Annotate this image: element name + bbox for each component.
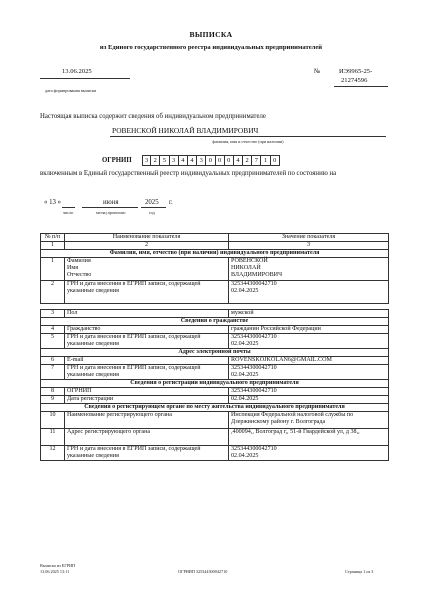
section-row (41, 250, 389, 258)
number-sign: № (314, 68, 321, 75)
table-header-cell: № п/п (41, 234, 65, 242)
row-name: Дата регистрации (65, 396, 229, 404)
row-name: ГРН и дата внесения в ЕГРИП записи, содержащей указанные сведения (65, 334, 229, 349)
ogrnip-digit: 3 (197, 155, 206, 166)
row-name: ГРН и дата внесения в ЕГРИП записи, содержащей указанные сведения (65, 281, 229, 304)
ogrnip-label: ОГРНИП (102, 157, 132, 164)
section-citizenship-heading: Сведения о гражданстве (41, 318, 389, 326)
row-name: ГРН и дата внесения в ЕГРИП записи, содержащей указанные сведения (65, 446, 229, 461)
formation-date-underline (40, 78, 130, 79)
section-row (41, 349, 389, 357)
footer-ogrnip: ОГРНИП 325344300042710 (178, 569, 228, 574)
colnum-cell: 3 (229, 242, 389, 250)
row-number: 5 (41, 334, 65, 349)
row-name: Адрес регистрирующего органа (65, 429, 229, 446)
footer-left-title: Выписка из ЕГРИП (40, 563, 76, 568)
section-row (41, 380, 389, 388)
extract-number-underline (334, 86, 388, 87)
formation-date: 13.06.2025 (62, 68, 92, 75)
ogrnip-digit: 4 (179, 155, 188, 166)
date-year-underline (141, 207, 166, 208)
ogrnip-digit: 3 (170, 155, 179, 166)
row-value: ROVENSKOJKOLAN6@GMAIL.COM (229, 357, 389, 365)
date-year: 2025 (145, 199, 159, 206)
row-value: 325344300042710 02.04.2025 (229, 281, 389, 304)
included-text: включенным в Единый государственный реестр индивидуальных предпринимателей по состоянию на (40, 170, 337, 177)
row-number: 6 (41, 357, 65, 365)
table-row (41, 281, 389, 304)
row-name: Пол (65, 310, 229, 318)
colnum-cell: 1 (41, 242, 65, 250)
row-name: Фамилия Имя Отчество (65, 258, 229, 281)
row-number: 1 (41, 258, 65, 281)
row-value: РОВЕНСКОЙ НИКОЛАЙ ВЛАДИМИРОВИЧ (229, 258, 389, 281)
section-organ-heading: Сведения о регистрирующем органе по месту жительства индивидуального предпринимателя (41, 404, 389, 412)
date-year-suffix: г. (169, 199, 173, 206)
ogrnip-digit: 0 (225, 155, 234, 166)
row-number: 3 (41, 310, 65, 318)
section-registration-heading: Сведения о регистрации индивидуального предпринимателя (41, 380, 389, 388)
ogrnip-digit: 0 (216, 155, 225, 166)
table-row (41, 388, 389, 396)
ogrnip-digit: 0 (206, 155, 215, 166)
row-number: 12 (41, 446, 65, 461)
ogrnip-digit: 4 (234, 155, 243, 166)
table-header-cell: Значение показателя (229, 234, 389, 242)
table-row (41, 365, 389, 380)
document-title: ВЫПИСКА (189, 30, 233, 39)
table-row (41, 412, 389, 429)
row-number: 10 (41, 412, 65, 429)
footer-left-datetime: 13.06.2025 13:11 (40, 569, 70, 574)
ogrnip-digit: 2 (243, 155, 252, 166)
table-header-row (41, 234, 389, 242)
row-value: 325344300042710 02.04.2025 (229, 334, 389, 349)
row-number: 8 (41, 388, 65, 396)
row-number: 7 (41, 365, 65, 380)
table-header-cell: Наименование показателя (65, 234, 229, 242)
caption-year: год (149, 210, 155, 215)
ogrnip-digit: 3 (142, 155, 151, 166)
ogrnip-digit: 0 (271, 155, 280, 166)
row-number: 9 (41, 396, 65, 404)
section-row (41, 404, 389, 412)
formation-date-caption: дата формирования выписки (45, 88, 97, 93)
ogrnip-digit: 1 (261, 155, 270, 166)
table-row (41, 429, 389, 446)
caption-month: месяц прописью (96, 210, 126, 215)
ogrnip-digit: 5 (160, 155, 169, 166)
row-value: 325344300042710 02.04.2025 (229, 365, 389, 380)
date-month-underline (82, 207, 138, 208)
section-row (41, 318, 389, 326)
table-row (41, 310, 389, 318)
row-value: ,400094,, Волгоград г,, 51-й Гвардейской ул, д 38,, (229, 429, 389, 446)
egrip-table (40, 233, 389, 461)
row-name: E-mail (65, 357, 229, 365)
row-number: 2 (41, 281, 65, 304)
date-month: июня (103, 199, 119, 206)
table-row (41, 258, 389, 281)
row-value: Инспекция Федеральной налоговой службы по Дзержинскому району г. Волгограда (229, 412, 389, 429)
ogrnip-digit: 2 (151, 155, 160, 166)
row-name: Гражданство (65, 326, 229, 334)
entrepreneur-fio: РОВЕНСКОЙ НИКОЛАЙ ВЛАДИМИРОВИЧ (112, 126, 259, 135)
extract-number-line2: 21274596 (341, 77, 368, 84)
table-row (41, 446, 389, 461)
date-day-underline (62, 207, 75, 208)
ogrnip-digit: 4 (188, 155, 197, 166)
row-value: 325344300042710 02.04.2025 (229, 446, 389, 461)
row-value: 325344300042710 (229, 388, 389, 396)
date-day: « 13 » (44, 199, 61, 206)
row-value: мужской (229, 310, 389, 318)
intro-text: Настоящая выписка содержит сведения об индивидуальном предпринимателе (40, 113, 266, 120)
section-email-heading: Адрес электронной почты (41, 349, 389, 357)
row-value: гражданин Российской Федерации (229, 326, 389, 334)
ogrnip-digit: 7 (252, 155, 261, 166)
caption-day: число (63, 210, 74, 215)
table-row (41, 357, 389, 365)
row-name: ОГРНИП (65, 388, 229, 396)
extract-number-line1: ИЭ9965-25- (339, 68, 373, 75)
fio-caption: фамилия, имя и отчество (при наличии) (212, 139, 284, 144)
table-row (41, 326, 389, 334)
row-value: 02.04.2025 (229, 396, 389, 404)
row-number: 11 (41, 429, 65, 446)
row-number: 4 (41, 326, 65, 334)
document-subtitle: из Единого государственного реестра индивидуальных предпринимателей (99, 44, 323, 51)
table-colnum-row (41, 242, 389, 250)
table-row (41, 396, 389, 404)
table-row (41, 334, 389, 349)
section-fio-heading: Фамилия, имя, отчество (при наличии) индивидуального предпринимателя (41, 250, 389, 258)
row-name: ГРН и дата внесения в ЕГРИП записи, содержащей указанные сведения (65, 365, 229, 380)
footer-page-number: Страница 1 из 3 (345, 569, 374, 574)
colnum-cell: 2 (65, 242, 229, 250)
row-name: Наименование регистрирующего органа (65, 412, 229, 429)
fio-underline (110, 136, 386, 137)
ogrnip-digit-boxes (142, 155, 280, 166)
